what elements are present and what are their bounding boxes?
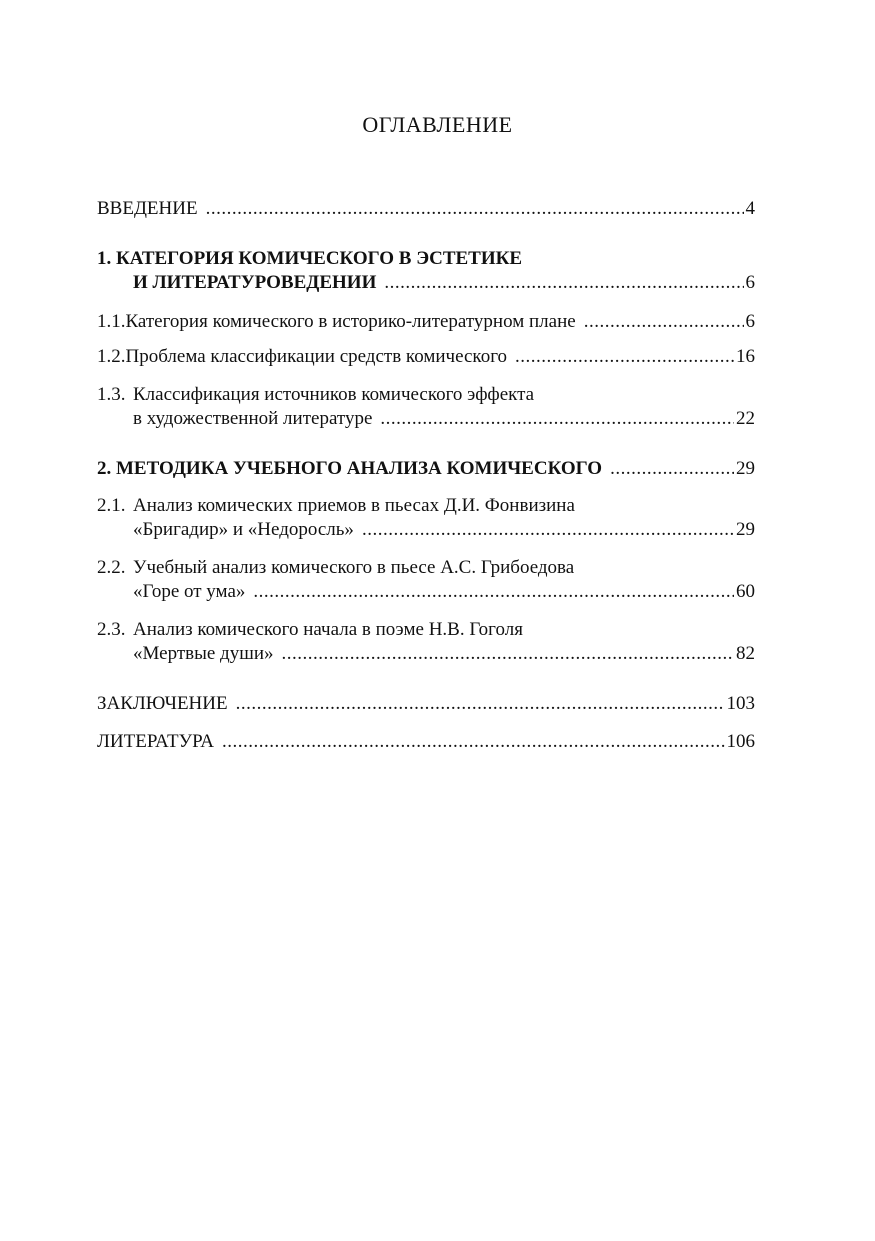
leader-dots	[362, 518, 734, 542]
toc-page-number: 6	[745, 272, 755, 293]
section-number: 1.3.	[97, 384, 126, 405]
toc-entry-text: Проблема классификации средств комического	[125, 346, 508, 367]
leader-dots	[253, 580, 734, 604]
toc-entry-text-line2: «Горе от ума»	[133, 581, 246, 602]
leader-dots	[384, 271, 743, 295]
leader-dots	[206, 197, 744, 221]
toc-entry-1-3[interactable]	[97, 383, 755, 431]
toc-entry-text-line1: Анализ комических приемов в пьесах Д.И. Фонвизина	[133, 495, 575, 516]
toc-entry-literature[interactable]	[97, 730, 755, 754]
toc-page-number: 16	[736, 346, 755, 367]
toc-entry-conclusion[interactable]	[97, 692, 755, 716]
toc-entry-text-line1: Учебный анализ комического в пьесе А.С. Грибоедова	[133, 557, 575, 578]
toc-page-number: 106	[726, 731, 755, 752]
toc-entry-text-line1: Анализ комического начала в поэме Н.В. Гоголя	[133, 619, 523, 640]
toc-entry-text-line2: в художественной литературе	[133, 408, 373, 429]
toc-entry-text-line1: 1. КАТЕГОРИЯ КОМИЧЕСКОГО В ЭСТЕТИКЕ	[97, 248, 523, 269]
toc-entry-chapter-2[interactable]	[97, 457, 755, 481]
section-number: 1.1.	[97, 311, 126, 332]
leader-dots	[222, 730, 725, 754]
toc-page-number: 29	[736, 458, 755, 479]
toc-entry-text-line1: Классификация источников комического эффекта	[133, 384, 535, 405]
toc-page-number: 4	[745, 198, 755, 219]
toc-entry-text: ЗАКЛЮЧЕНИЕ	[97, 693, 228, 714]
toc-entry-text: Категория комического в историко-литературном плане	[125, 311, 576, 332]
toc-entry-2-2[interactable]	[97, 556, 755, 604]
leader-dots	[236, 692, 725, 716]
leader-dots	[380, 407, 734, 431]
section-number: 1.2.	[97, 346, 126, 367]
toc-page-number: 82	[736, 643, 755, 664]
toc-entry-1-1[interactable]	[97, 310, 755, 334]
toc-page-number: 6	[745, 311, 755, 332]
toc-entry-text: ВВЕДЕНИЕ	[97, 198, 198, 219]
leader-dots	[584, 310, 744, 334]
toc-entry-1-2[interactable]	[97, 345, 755, 369]
section-number: 2.2.	[97, 557, 126, 578]
leader-dots	[515, 345, 734, 369]
toc-entry-intro[interactable]	[97, 197, 755, 221]
leader-dots	[610, 457, 734, 481]
section-number: 2.1.	[97, 495, 126, 516]
toc-entry-text: 2. МЕТОДИКА УЧЕБНОГО АНАЛИЗА КОМИЧЕСКОГО	[97, 458, 603, 479]
toc-entry-text-line2: «Мертвые души»	[133, 643, 274, 664]
toc-entry-chapter-1[interactable]	[97, 247, 755, 295]
toc-entry-2-1[interactable]	[97, 494, 755, 542]
page-title: ОГЛАВЛЕНИЕ	[362, 112, 513, 137]
leader-dots	[282, 642, 734, 666]
toc-entry-2-3[interactable]	[97, 618, 755, 666]
toc-page-number: 60	[736, 581, 755, 602]
section-number: 2.3.	[97, 619, 126, 640]
toc-page-number: 22	[736, 408, 755, 429]
toc-entry-text-line2: И ЛИТЕРАТУРОВЕДЕНИИ	[133, 272, 377, 293]
toc-entry-text-line2: «Бригадир» и «Недоросль»	[133, 519, 354, 540]
toc-entry-text: ЛИТЕРАТУРА	[97, 731, 214, 752]
toc-page-number: 103	[726, 693, 755, 714]
toc-page-number: 29	[736, 519, 755, 540]
